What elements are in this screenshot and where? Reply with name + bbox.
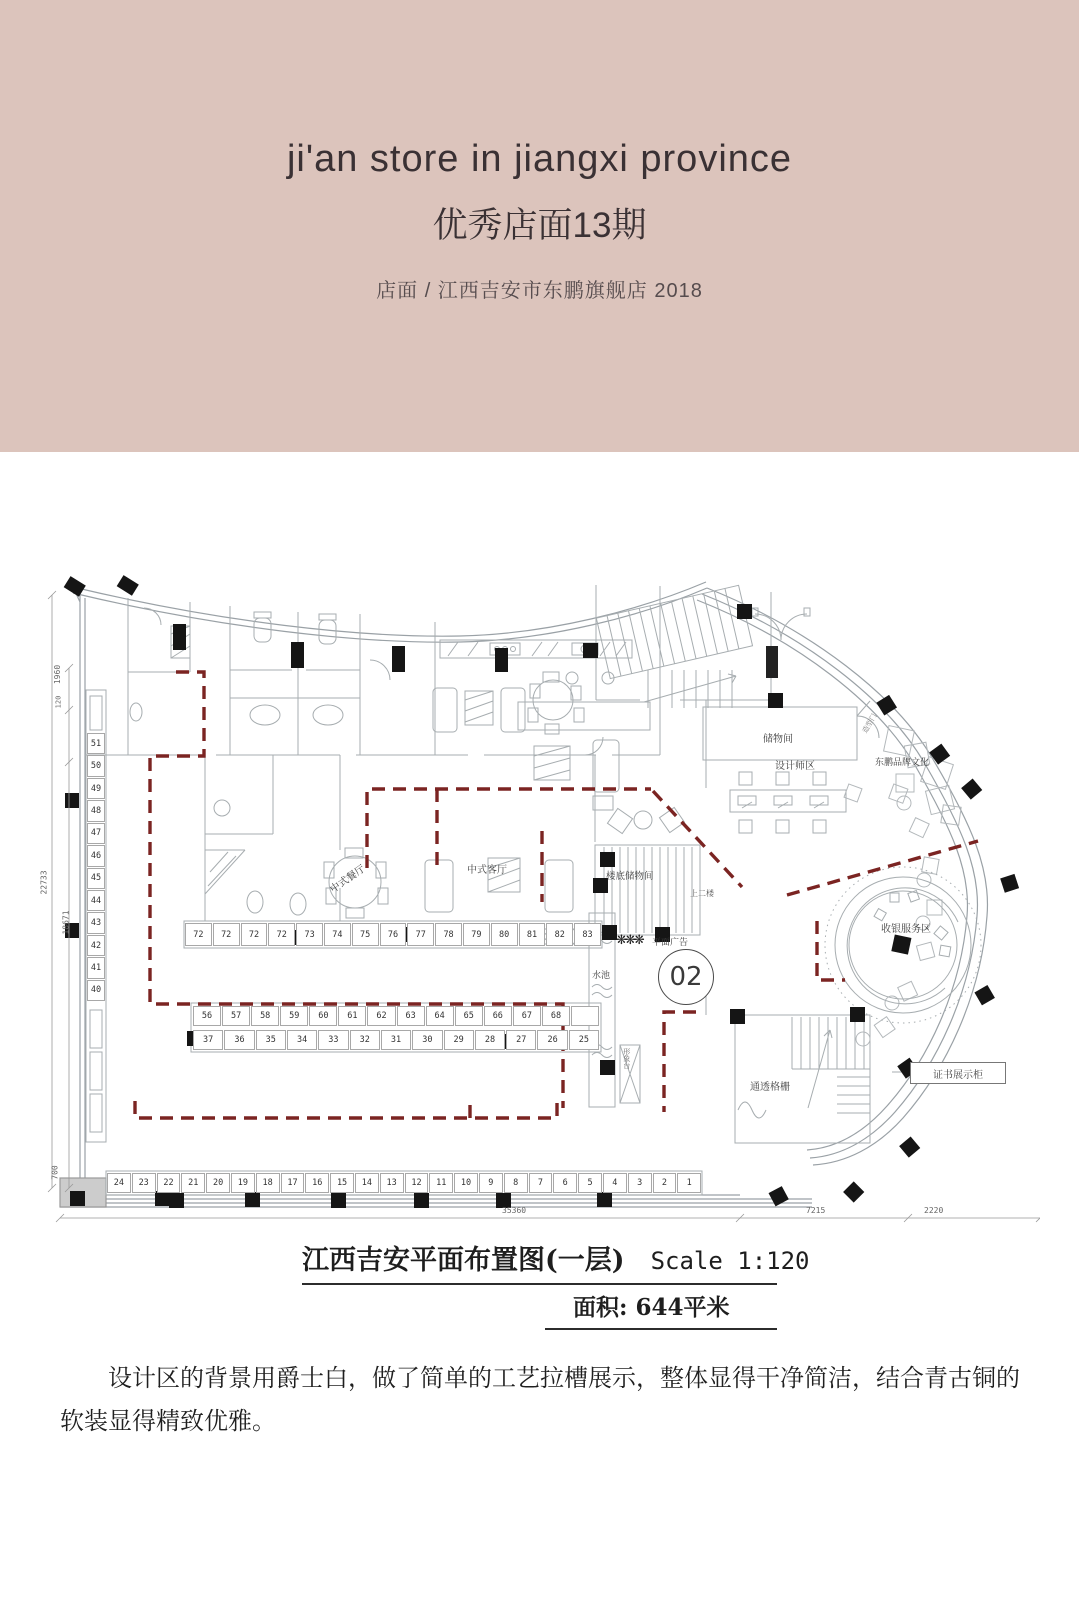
rack-cell: 40 [87,980,105,1001]
header-banner [0,0,1079,452]
rack-cell: 9 [479,1173,503,1193]
label-brand-culture: 东鹏品牌文化 [875,757,930,767]
rack-left-wall [87,733,105,1001]
rack-cell: 8 [504,1173,528,1193]
dim-left-inner: 18671 [61,910,71,935]
rack-cell: 21 [181,1173,205,1193]
rack-cell: 35 [256,1030,286,1050]
label-water-pool: 水池 [592,970,611,980]
rack-cell: 24 [107,1173,131,1193]
rack-cell: 47 [87,823,105,844]
rack-cell: 18 [256,1173,280,1193]
rack-cell: 3 [628,1173,652,1193]
rack-cell: 63 [397,1006,425,1026]
floorplan-svg [40,550,1040,1240]
dim-top-left-a: 1960 [53,664,63,685]
rack-cell: 11 [429,1173,453,1193]
rack-cell: 32 [350,1030,380,1050]
rack-lower-row [193,1030,599,1050]
page-subtitle: 店面 / 江西吉安市东鹏旗舰店 2018 [376,280,703,302]
rack-cell: 13 [380,1173,404,1193]
label-shaped-door: 造型门 [861,712,879,735]
rack-cell: 72 [213,923,240,946]
rack-cell: 82 [546,923,573,946]
body-paragraph: 设计区的背景用爵士白，做了简单的工艺拉槽展示，整体显得干净简洁，结合青古铜的软装显得精致优雅。 [60,1365,1020,1435]
rack-cell: 65 [455,1006,483,1026]
rack-cell: 83 [574,923,601,946]
rack-cell: 72 [241,923,268,946]
dim-bottom-right-a: 7215 [806,1206,826,1215]
rack-cell: 80 [491,923,518,946]
label-chinese-dining: 中式餐厅 [328,863,368,896]
rack-cell: 4 [603,1173,627,1193]
rack-cell: 45 [87,868,105,889]
rack-cell: 28 [475,1030,505,1050]
rack-cell: 37 [193,1030,223,1050]
rack-cell: 10 [454,1173,478,1193]
rack-cell: 30 [412,1030,442,1050]
caption-line-2 [545,1285,777,1330]
rack-cell: 60 [309,1006,337,1026]
dim-bottom-right-b: 2220 [924,1206,944,1215]
caption-scale: Scale 1:120 [650,1247,810,1275]
rack-cell: 31 [381,1030,411,1050]
label-print-ad: 平面广告 [652,937,689,947]
label-image-desk: 形象台 [622,1048,630,1069]
rack-cell: 72 [185,923,212,946]
rack-cell: 49 [87,778,105,799]
rack-cell: 48 [87,800,105,821]
page-title-cn: 优秀店面13期 [432,206,647,245]
rack-bottom-row [107,1173,701,1193]
rack-cell: 46 [87,845,105,866]
dim-top-left-b: 120 [54,695,63,709]
rack-cell: 77 [407,923,434,946]
rack-cell: 14 [355,1173,379,1193]
rack-cell: 62 [367,1006,395,1026]
rack-cell: 42 [87,935,105,956]
rack-cell: 74 [324,923,351,946]
label-grille: 通透格栅 [750,1082,790,1093]
rack-cell: 15 [330,1173,354,1193]
floor-plan [40,550,1040,1240]
rack-cell: 72 [268,923,295,946]
rack-cell: 20 [206,1173,230,1193]
rack-cell: 75 [352,923,379,946]
rack-cell: 76 [380,923,407,946]
caption-line-1 [302,1238,810,1285]
rack-cell: 67 [513,1006,541,1026]
rack-cell: 57 [222,1006,250,1026]
label-chinese-living: 中式客厅 [467,865,507,876]
label-cashier-area: 收银服务区 [881,924,931,935]
rack-cell: 56 [193,1006,221,1026]
rack-cell: 79 [463,923,490,946]
rack-cell: 7 [529,1173,553,1193]
rack-cell: 6 [553,1173,577,1193]
caption-area: 面积: 644平米 [573,1294,730,1321]
rack-cell: 27 [506,1030,536,1050]
rack-cell: 17 [281,1173,305,1193]
rack-cell: 64 [426,1006,454,1026]
dim-bottom-center: 35360 [502,1206,527,1215]
rack-cell: 41 [87,957,105,978]
rack-cell: 2 [653,1173,677,1193]
label-designer-area: 设计师区 [775,761,815,772]
rack-cell: 61 [338,1006,366,1026]
rack-cell: 19 [231,1173,255,1193]
rack-middle-row [185,923,601,946]
rack-cell: 33 [318,1030,348,1050]
dimension-lines [48,591,1040,1222]
rack-cell: 81 [519,923,546,946]
plan-caption [302,1238,810,1330]
rack-cell: 25 [569,1030,599,1050]
rack-cell: 78 [435,923,462,946]
label-certificate-cabinet: 证书展示柜 [910,1062,1006,1084]
rack-cell: 12 [405,1173,429,1193]
rack-cell: 66 [484,1006,512,1026]
caption-title: 江西吉安平面布置图(一层) [302,1245,625,1276]
label-under-stair-storage: 楼底储物间 [606,871,654,882]
plan-number-badge [658,949,714,1005]
plan-number: 02 [669,962,703,992]
rack-cell: 26 [537,1030,567,1050]
rack-cell: 58 [251,1006,279,1026]
dim-bottom-left: 700 [50,1165,60,1180]
rack-cell: 68 [542,1006,570,1026]
rack-cell: 1 [677,1173,701,1193]
page-title-en: ji'an store in jiangxi province [286,138,793,180]
rack-cell [571,1006,599,1026]
rack-cell: 43 [87,912,105,933]
rack-cell: 59 [280,1006,308,1026]
rack-cell: 29 [444,1030,474,1050]
rack-cell: 50 [87,755,105,776]
rack-cell: 36 [224,1030,254,1050]
rack-cell: 44 [87,890,105,911]
rack-cell: 34 [287,1030,317,1050]
rack-cell: 16 [305,1173,329,1193]
rack-cell: 5 [578,1173,602,1193]
rack-cell: 73 [296,923,323,946]
rack-upper-row [193,1006,599,1026]
rack-cell: 23 [132,1173,156,1193]
label-to-second-floor: 上二楼 [690,889,714,898]
plants-icon: ❋❋❋ [616,932,643,947]
rack-cell: 22 [157,1173,181,1193]
dim-left-total: 22733 [39,870,49,895]
rack-cell: 51 [87,733,105,754]
label-storage-room: 储物间 [763,734,793,745]
